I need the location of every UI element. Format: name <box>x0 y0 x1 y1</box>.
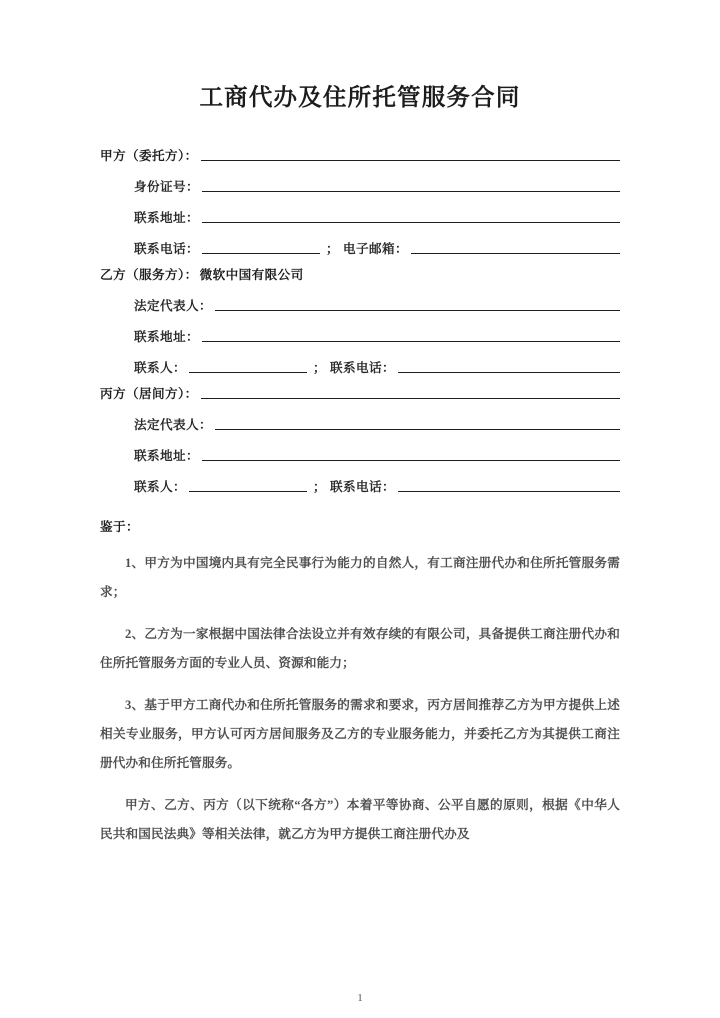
field-label: 法定代表人： <box>134 418 212 432</box>
field-separator: ； <box>312 361 326 375</box>
field-label: 联系地址： <box>134 449 199 463</box>
field-label: 身份证号： <box>134 180 199 194</box>
recital-item-1: 1、甲方为中国境内具有完全民事行为能力的自然人，有工商注册代办和住所托管服务需求； <box>100 556 620 599</box>
recital-item-3: 3、基于甲方工商代办和住所托管服务的需求和要求，丙方居间推荐乙方为甲方提供上述相关专业服务，甲方认可丙方居间服务及乙方的专业服务能力，并委托乙方为其提供工商注册代办和住所托管服务。 <box>100 698 620 770</box>
field-row-address <box>100 314 620 345</box>
field-input-rule[interactable] <box>202 222 620 223</box>
field-input-rule[interactable] <box>215 310 620 311</box>
field-input-rule-contact[interactable] <box>189 491 307 492</box>
field-input-rule-phone[interactable] <box>202 253 320 254</box>
field-label: 法定代表人： <box>134 299 212 313</box>
field-row-contact-phone <box>100 464 620 495</box>
field-row-contact-phone <box>100 345 620 376</box>
field-input-rule[interactable] <box>215 429 620 430</box>
field-label: 联系地址： <box>134 211 199 225</box>
party-block-jiafang <box>100 138 620 257</box>
party-heading-bingfang <box>100 376 620 402</box>
party-block-bingfang <box>100 376 620 495</box>
page-number: 1 <box>357 992 363 1004</box>
recital-closing-paragraph: 甲方、乙方、丙方（以下统称“各方”）本着平等协商、公平自愿的原则，根据《中华人民共和国民法典》等相关法律，就乙方为甲方提供工商注册代办及 <box>100 798 620 841</box>
field-input-rule-phone[interactable] <box>398 372 620 373</box>
party-value-company-name: 微软中国有限公司 <box>199 268 304 282</box>
field-input-rule[interactable] <box>202 341 620 342</box>
recitals-heading: 鉴于： <box>100 520 139 534</box>
field-input-rule-phone[interactable] <box>398 491 620 492</box>
field-input-rule[interactable] <box>202 191 620 192</box>
field-label: 联系电话： <box>134 242 199 256</box>
page-title: 工商代办及住所托管服务合同 <box>199 85 521 111</box>
field-label: 联系人： <box>134 480 186 494</box>
field-label-phone: 联系电话： <box>329 480 395 494</box>
field-row-id-number <box>100 164 620 195</box>
field-row-legal-rep <box>100 283 620 314</box>
party-block-yifang <box>100 257 620 376</box>
party-label: 乙方（服务方）： <box>100 268 198 282</box>
field-input-rule-contact[interactable] <box>189 372 307 373</box>
field-input-rule[interactable] <box>202 460 620 461</box>
party-label: 甲方（委托方）： <box>100 149 198 163</box>
party-heading-jiafang <box>100 138 620 164</box>
field-label-email: 电子邮箱： <box>342 242 408 256</box>
field-label-phone: 联系电话： <box>329 361 395 375</box>
field-row-address <box>100 195 620 226</box>
field-separator: ； <box>325 242 339 256</box>
party-value-rule[interactable] <box>201 398 620 399</box>
party-heading-yifang <box>100 257 620 283</box>
party-value-rule[interactable] <box>201 160 620 161</box>
field-row-legal-rep <box>100 402 620 433</box>
field-separator: ； <box>312 480 326 494</box>
field-input-rule-email[interactable] <box>411 253 620 254</box>
field-label: 联系人： <box>134 361 186 375</box>
field-row-phone-email <box>100 226 620 257</box>
document-body <box>0 138 720 849</box>
recital-item-2: 2、乙方为一家根据中国法律合法设立并有效存续的有限公司，具备提供工商注册代办和住所托管服务方面的专业人员、资源和能力； <box>100 627 620 670</box>
party-label: 丙方（居间方）： <box>100 387 198 401</box>
field-label: 联系地址： <box>134 330 199 344</box>
field-row-address <box>100 433 620 464</box>
